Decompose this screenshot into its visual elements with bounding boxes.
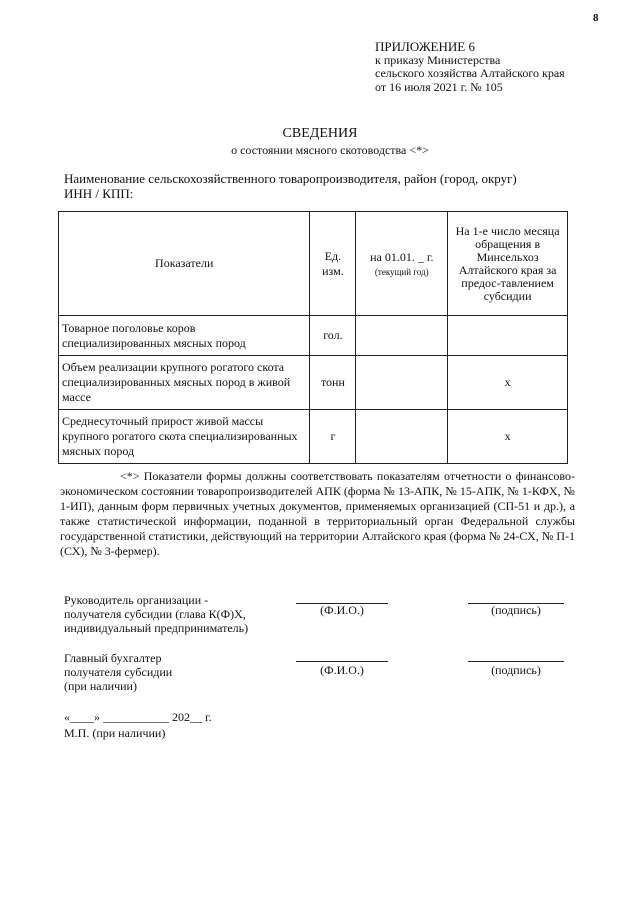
stamp-place: М.П. (при наличии) [64, 726, 166, 740]
header-date-note: (текущий год) [374, 267, 429, 277]
footnote: <*> Показатели формы должны соответствовать показателям отчетности о финансово-экономическом состоянии товаропроизводителей АПК (форма № 13-АПК, № 15-АПК, № 1-КФХ, № 1-ИП), данным форм первичных учетных документов, применяемых организацией (СП-51 и др.), а также статистической информации, поданной в территориальный орган Федеральной службы государственной статистики, действующий на территории Алтайского края (форма № 24-СХ, № П-1 (СХ), № 3-фермер). [60, 469, 575, 558]
row-indicator: Среднесуточный прирост живой массы крупного рогатого скота специализированных мясных пород [59, 410, 310, 464]
header-date-label: на 01.01. _ г. [370, 250, 434, 264]
table-header-row [59, 212, 568, 316]
accountant-line-3: (при наличии) [64, 679, 137, 693]
appendix-line-1: к приказу Министерства [375, 52, 501, 67]
accountant-sign-label: (подпись) [491, 663, 541, 677]
page-number: 8 [593, 12, 599, 24]
head-line-3: индивидуальный предприниматель) [64, 621, 249, 635]
row-unit: гол. [310, 316, 356, 356]
row-date-value [356, 410, 448, 464]
table-row [59, 316, 568, 356]
inn-kpp-field: ИНН / КПП: [64, 186, 134, 201]
table-row [59, 356, 568, 410]
row-date-value [356, 316, 448, 356]
head-line-2: получателя субсидии (глава К(Ф)Х, [64, 607, 246, 621]
accountant-line-2: получателя субсидии [64, 665, 173, 679]
accountant-name-label: (Ф.И.О.) [320, 663, 364, 677]
row-unit: тонн [310, 356, 356, 410]
row-month-value [448, 316, 568, 356]
appendix-title: ПРИЛОЖЕНИЕ 6 [375, 39, 475, 54]
appendix-header [375, 40, 565, 94]
row-month-value: x [448, 410, 568, 464]
row-indicator: Товарное поголовье коров специализированных мясных пород [59, 316, 310, 356]
appendix-line-2: сельского хозяйства Алтайского края [375, 66, 565, 80]
producer-name-field: Наименование сельскохозяйственного товаропроизводителя, район (город, округ) [64, 171, 517, 186]
document-subtitle: о состоянии мясного скотоводства <*> [231, 143, 429, 157]
accountant-name-line [296, 661, 388, 662]
appendix-line-3: от 16 июля 2021 г. № 105 [375, 79, 503, 94]
date-line: «____» ___________ 202__ г. [64, 710, 212, 724]
row-unit: г [310, 410, 356, 464]
livestock-table [58, 211, 568, 464]
table-row [59, 410, 568, 464]
header-unit: Ед. изм. [310, 212, 356, 316]
header-date [356, 212, 448, 316]
header-month: На 1-е число месяца обращения в Минсельхоз Алтайского края за предос-тавлением субсидии [448, 212, 568, 316]
row-month-value: x [448, 356, 568, 410]
document-title: СВЕДЕНИЯ [282, 126, 358, 141]
row-indicator: Объем реализации крупного рогатого скота специализированных мясных пород в живой массе [59, 356, 310, 410]
header-indicator: Показатели [59, 212, 310, 316]
accountant-line-1: Главный бухгалтер [64, 651, 162, 665]
accountant-signatory [64, 651, 172, 693]
accountant-sign-line [468, 661, 564, 662]
row-date-value [356, 356, 448, 410]
head-sign-label: (подпись) [491, 603, 541, 617]
head-signatory [64, 593, 248, 635]
head-name-label: (Ф.И.О.) [320, 603, 364, 617]
head-line-1: Руководитель организации - [64, 593, 209, 607]
